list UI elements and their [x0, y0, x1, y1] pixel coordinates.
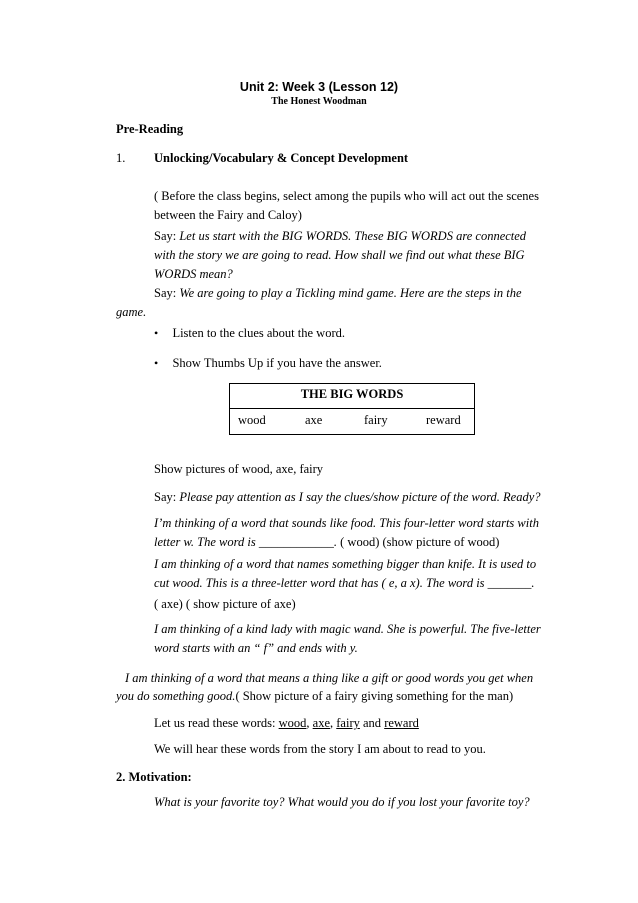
vocab-word-reward: reward — [384, 716, 419, 730]
hear-words-line: We will hear these words from the story I am about to read to you. — [154, 742, 486, 756]
say-game-continuation: game. — [116, 305, 147, 319]
table-divider — [230, 408, 474, 409]
bullet-icon: • — [154, 326, 159, 340]
say-game-paragraph: Say: We are going to play a Tickling mind game. Here are the steps in the — [154, 286, 522, 300]
show-pictures-line: Show pictures of wood, axe, fairy — [154, 462, 324, 476]
clue-wood: I’m thinking of a word that sounds like food. This four-letter word starts with letter w. The word is ____________. ( wood) (show picture of wood) — [154, 516, 539, 549]
bullet-icon: • — [154, 356, 159, 370]
say-clues-line: Say: Please pay attention as I say the clues/show picture of the word. Ready? — [154, 490, 541, 504]
table-cell: wood — [238, 413, 266, 427]
motivation-question: What is your favorite toy? What would you do if you lost your favorite toy? — [154, 795, 530, 809]
clue-reward-line2: you do something good.( Show picture of a fairy giving something for the man) — [116, 689, 514, 703]
vocab-word-axe: axe — [312, 716, 331, 730]
bullet-item: • Show Thumbs Up if you have the answer. — [154, 356, 382, 370]
vocab-word-wood: wood — [278, 716, 307, 730]
read-words-line: Let us read these words: wood, axe, fairy and reward — [154, 716, 419, 730]
table-cell: fairy — [364, 413, 388, 427]
table-title: THE BIG WORDS — [300, 387, 404, 401]
pre-reading-heading: Pre-Reading — [116, 122, 184, 136]
item1-number: 1. — [116, 151, 126, 165]
vocab-word-fairy: fairy — [336, 716, 360, 730]
clue-axe: I am thinking of a word that names something bigger than knife. It is used to cut wood. This is a three-letter word that has ( e, a x). The word is _______. — [154, 557, 537, 590]
say-intro-paragraph: Say: Let us start with the BIG WORDS. These BIG WORDS are connected with the story we are going to read. How shall we find out what these BIG WORDS mean? — [154, 229, 527, 281]
page-title: Unit 2: Week 3 (Lesson 12) — [239, 80, 399, 94]
table-cell: reward — [426, 413, 461, 427]
item1-title: Unlocking/Vocabulary & Concept Development — [154, 151, 409, 165]
big-words-table — [229, 383, 475, 435]
motivation-heading: 2. Motivation: — [116, 770, 192, 784]
before-class-note: ( Before the class begins, select among the pupils who will act out the scenes between the Fairy and Caloy) — [154, 189, 539, 222]
clue-reward-line1: I am thinking of a word that means a thing like a gift or good words you get when — [125, 671, 534, 685]
axe-answer-line: ( axe) ( show picture of axe) — [154, 597, 296, 611]
table-cell: axe — [305, 413, 323, 427]
clue-fairy: I am thinking of a kind lady with magic wand. She is powerful. The five-letter word starts with an “ f” and ends with y. — [154, 622, 541, 655]
page-subtitle: The Honest Woodman — [271, 96, 367, 107]
bullet-item: • Listen to the clues about the word. — [154, 326, 345, 340]
